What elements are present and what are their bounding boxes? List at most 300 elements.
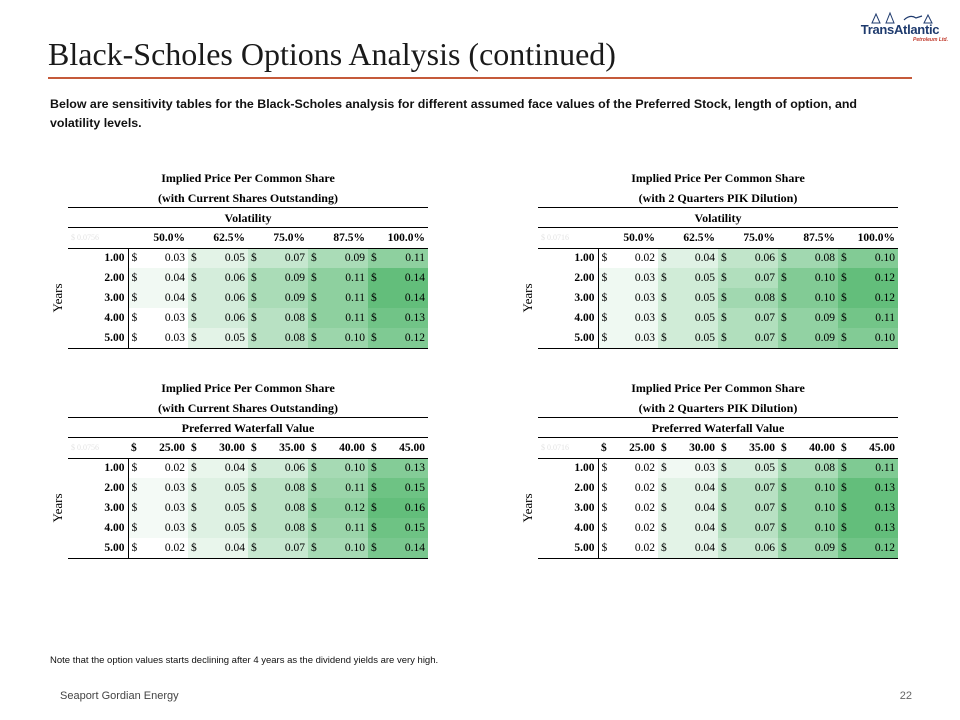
value-cell: 0.03 bbox=[670, 458, 718, 478]
column-header: 40.00 bbox=[790, 438, 838, 458]
value-cell: 0.04 bbox=[200, 538, 248, 558]
value-cell: 0.16 bbox=[380, 498, 428, 518]
value-cell: 0.10 bbox=[790, 518, 838, 538]
year-cell: 5.00 bbox=[68, 328, 128, 348]
value-cell: 0.10 bbox=[320, 328, 368, 348]
years-label-text: Years bbox=[520, 493, 535, 523]
header-currency-symbol: $ bbox=[308, 438, 320, 458]
header-currency-symbol: $ bbox=[128, 438, 140, 458]
table-row bbox=[538, 328, 898, 348]
currency-symbol: $ bbox=[718, 498, 730, 518]
value-cell: 0.11 bbox=[850, 458, 898, 478]
currency-symbol: $ bbox=[128, 458, 140, 478]
corner-cell: $ 0.0716 bbox=[538, 228, 598, 248]
currency-symbol: $ bbox=[128, 268, 140, 288]
currency-symbol: $ bbox=[248, 328, 260, 348]
currency-symbol: $ bbox=[658, 458, 670, 478]
currency-symbol: $ bbox=[598, 478, 610, 498]
value-cell: 0.03 bbox=[140, 308, 188, 328]
currency-symbol: $ bbox=[188, 328, 200, 348]
value-cell: 0.09 bbox=[260, 288, 308, 308]
logo-subtitle: Petroleum Ltd. bbox=[912, 37, 948, 43]
currency-symbol: $ bbox=[248, 248, 260, 268]
table-row bbox=[68, 538, 428, 558]
currency-symbol: $ bbox=[598, 518, 610, 538]
value-cell: 0.10 bbox=[850, 248, 898, 268]
year-cell: 3.00 bbox=[68, 288, 128, 308]
value-cell: 0.02 bbox=[610, 538, 658, 558]
value-cell: 0.02 bbox=[610, 478, 658, 498]
currency-symbol: $ bbox=[658, 498, 670, 518]
currency-symbol: $ bbox=[718, 268, 730, 288]
value-cell: 0.11 bbox=[380, 248, 428, 268]
intro-text: Below are sensitivity tables for the Black-Scholes analysis for different assumed face values of the Preferred Stock, length of option, and volatility levels. bbox=[50, 97, 857, 130]
value-cell: 0.08 bbox=[260, 328, 308, 348]
column-header: 35.00 bbox=[730, 438, 778, 458]
table-row bbox=[538, 288, 898, 308]
currency-symbol: $ bbox=[128, 328, 140, 348]
currency-symbol: $ bbox=[368, 328, 380, 348]
value-cell: 0.10 bbox=[790, 498, 838, 518]
value-cell: 0.12 bbox=[850, 288, 898, 308]
currency-symbol: $ bbox=[308, 248, 320, 268]
corner-cell: $ 0.0716 bbox=[538, 438, 598, 458]
column-header: 45.00 bbox=[380, 438, 428, 458]
table-title: Implied Price Per Common Share bbox=[631, 171, 805, 185]
corner-cell: $ 0.0756 bbox=[68, 438, 128, 458]
currency-symbol: $ bbox=[368, 518, 380, 538]
value-cell: 0.03 bbox=[140, 328, 188, 348]
table-row bbox=[538, 538, 898, 558]
value-cell: 0.06 bbox=[730, 538, 778, 558]
value-cell: 0.10 bbox=[790, 288, 838, 308]
currency-symbol: $ bbox=[308, 498, 320, 518]
currency-symbol: $ bbox=[598, 498, 610, 518]
value-cell: 0.12 bbox=[320, 498, 368, 518]
currency-symbol: $ bbox=[308, 538, 320, 558]
column-header: 62.5% bbox=[188, 228, 248, 248]
sensitivity-grid bbox=[538, 228, 898, 349]
currency-symbol: $ bbox=[248, 288, 260, 308]
value-cell: 0.06 bbox=[730, 248, 778, 268]
value-cell: 0.09 bbox=[320, 248, 368, 268]
currency-symbol: $ bbox=[718, 478, 730, 498]
column-header: 25.00 bbox=[140, 438, 188, 458]
year-cell: 2.00 bbox=[68, 478, 128, 498]
value-cell: 0.07 bbox=[260, 538, 308, 558]
column-header: 30.00 bbox=[670, 438, 718, 458]
currency-symbol: $ bbox=[718, 288, 730, 308]
year-cell: 4.00 bbox=[68, 518, 128, 538]
sensitivity-grid bbox=[538, 438, 898, 559]
value-cell: 0.08 bbox=[260, 498, 308, 518]
value-cell: 0.06 bbox=[200, 308, 248, 328]
value-cell: 0.04 bbox=[140, 268, 188, 288]
value-cell: 0.11 bbox=[320, 308, 368, 328]
table-row bbox=[538, 518, 898, 538]
corner-cell: $ 0.0756 bbox=[68, 228, 128, 248]
currency-symbol: $ bbox=[308, 478, 320, 498]
currency-symbol: $ bbox=[838, 538, 850, 558]
currency-symbol: $ bbox=[128, 248, 140, 268]
value-cell: 0.10 bbox=[790, 478, 838, 498]
currency-symbol: $ bbox=[658, 248, 670, 268]
currency-symbol: $ bbox=[128, 288, 140, 308]
column-header: 62.5% bbox=[658, 228, 718, 248]
year-cell: 5.00 bbox=[68, 538, 128, 558]
column-header: 87.5% bbox=[778, 228, 838, 248]
table-row bbox=[538, 478, 898, 498]
value-cell: 0.06 bbox=[260, 458, 308, 478]
year-cell: 3.00 bbox=[538, 288, 598, 308]
value-cell: 0.15 bbox=[380, 478, 428, 498]
years-label-text: Years bbox=[50, 283, 65, 313]
value-cell: 0.12 bbox=[380, 328, 428, 348]
table-row bbox=[68, 518, 428, 538]
value-cell: 0.15 bbox=[380, 518, 428, 538]
currency-symbol: $ bbox=[368, 538, 380, 558]
currency-symbol: $ bbox=[188, 518, 200, 538]
table-row bbox=[538, 458, 898, 478]
year-cell: 1.00 bbox=[68, 458, 128, 478]
currency-symbol: $ bbox=[778, 308, 790, 328]
value-cell: 0.11 bbox=[320, 288, 368, 308]
currency-symbol: $ bbox=[128, 518, 140, 538]
currency-symbol: $ bbox=[778, 288, 790, 308]
column-header: 100.0% bbox=[838, 228, 898, 248]
value-cell: 0.12 bbox=[850, 268, 898, 288]
currency-symbol: $ bbox=[718, 248, 730, 268]
value-cell: 0.14 bbox=[380, 538, 428, 558]
logo-wordmark: TransAtlantic bbox=[860, 22, 940, 37]
value-cell: 0.07 bbox=[730, 498, 778, 518]
column-header: 35.00 bbox=[260, 438, 308, 458]
title-divider bbox=[48, 77, 912, 79]
year-cell: 3.00 bbox=[538, 498, 598, 518]
table-row bbox=[538, 248, 898, 268]
table-row bbox=[68, 478, 428, 498]
currency-symbol: $ bbox=[248, 538, 260, 558]
value-cell: 0.02 bbox=[610, 498, 658, 518]
currency-symbol: $ bbox=[598, 308, 610, 328]
table-row bbox=[68, 498, 428, 518]
currency-symbol: $ bbox=[308, 288, 320, 308]
currency-symbol: $ bbox=[598, 248, 610, 268]
value-cell: 0.07 bbox=[260, 248, 308, 268]
table-subtitle: (with Current Shares Outstanding) bbox=[68, 398, 428, 418]
table-subtitle: (with Current Shares Outstanding) bbox=[68, 188, 428, 208]
currency-symbol: $ bbox=[598, 458, 610, 478]
value-cell: 0.08 bbox=[260, 518, 308, 538]
table-row bbox=[538, 268, 898, 288]
year-cell: 5.00 bbox=[538, 538, 598, 558]
year-cell: 4.00 bbox=[538, 308, 598, 328]
currency-symbol: $ bbox=[248, 518, 260, 538]
value-cell: 0.10 bbox=[790, 268, 838, 288]
currency-symbol: $ bbox=[188, 288, 200, 308]
value-cell: 0.03 bbox=[610, 328, 658, 348]
header-currency-symbol: $ bbox=[718, 438, 730, 458]
currency-symbol: $ bbox=[128, 498, 140, 518]
table-subtitle: (with 2 Quarters PIK Dilution) bbox=[538, 398, 898, 418]
column-header: 75.0% bbox=[718, 228, 778, 248]
year-cell: 1.00 bbox=[68, 248, 128, 268]
value-cell: 0.06 bbox=[200, 268, 248, 288]
currency-symbol: $ bbox=[718, 328, 730, 348]
table-row bbox=[538, 498, 898, 518]
currency-symbol: $ bbox=[188, 478, 200, 498]
column-header: 100.0% bbox=[368, 228, 428, 248]
value-cell: 0.05 bbox=[200, 518, 248, 538]
value-cell: 0.13 bbox=[380, 458, 428, 478]
value-cell: 0.12 bbox=[850, 538, 898, 558]
years-axis-label bbox=[518, 248, 538, 348]
table-variable-label: Volatility bbox=[538, 208, 898, 228]
currency-symbol: $ bbox=[718, 518, 730, 538]
header-row bbox=[538, 228, 898, 248]
currency-symbol: $ bbox=[128, 478, 140, 498]
table-row bbox=[68, 308, 428, 328]
table-title: Implied Price Per Common Share bbox=[161, 171, 335, 185]
table-title: Implied Price Per Common Share bbox=[161, 381, 335, 395]
value-cell: 0.07 bbox=[730, 478, 778, 498]
years-label-text: Years bbox=[520, 283, 535, 313]
currency-symbol: $ bbox=[838, 478, 850, 498]
value-cell: 0.08 bbox=[730, 288, 778, 308]
value-cell: 0.13 bbox=[850, 518, 898, 538]
currency-symbol: $ bbox=[658, 538, 670, 558]
year-cell: 5.00 bbox=[538, 328, 598, 348]
header-currency-symbol: $ bbox=[598, 438, 610, 458]
value-cell: 0.08 bbox=[260, 308, 308, 328]
value-cell: 0.07 bbox=[730, 308, 778, 328]
footer-company: Seaport Gordian Energy bbox=[60, 690, 179, 702]
table-variable-label: Volatility bbox=[68, 208, 428, 228]
currency-symbol: $ bbox=[838, 328, 850, 348]
value-cell: 0.05 bbox=[670, 288, 718, 308]
currency-symbol: $ bbox=[658, 478, 670, 498]
currency-symbol: $ bbox=[368, 478, 380, 498]
value-cell: 0.02 bbox=[140, 538, 188, 558]
value-cell: 0.04 bbox=[670, 248, 718, 268]
value-cell: 0.07 bbox=[730, 268, 778, 288]
currency-symbol: $ bbox=[718, 308, 730, 328]
currency-symbol: $ bbox=[248, 478, 260, 498]
value-cell: 0.05 bbox=[670, 328, 718, 348]
header-row bbox=[68, 438, 428, 458]
value-cell: 0.14 bbox=[380, 288, 428, 308]
years-label-text: Years bbox=[50, 493, 65, 523]
currency-symbol: $ bbox=[598, 288, 610, 308]
currency-symbol: $ bbox=[368, 288, 380, 308]
currency-symbol: $ bbox=[778, 248, 790, 268]
value-cell: 0.07 bbox=[730, 328, 778, 348]
currency-symbol: $ bbox=[368, 498, 380, 518]
table-variable-label: Preferred Waterfall Value bbox=[68, 418, 428, 438]
value-cell: 0.05 bbox=[200, 498, 248, 518]
year-cell: 4.00 bbox=[68, 308, 128, 328]
value-cell: 0.05 bbox=[670, 268, 718, 288]
value-cell: 0.14 bbox=[380, 268, 428, 288]
value-cell: 0.09 bbox=[790, 308, 838, 328]
table-row bbox=[538, 308, 898, 328]
value-cell: 0.13 bbox=[380, 308, 428, 328]
value-cell: 0.11 bbox=[850, 308, 898, 328]
currency-symbol: $ bbox=[598, 538, 610, 558]
value-cell: 0.04 bbox=[670, 518, 718, 538]
table-row bbox=[68, 458, 428, 478]
currency-symbol: $ bbox=[308, 268, 320, 288]
header-currency-symbol: $ bbox=[188, 438, 200, 458]
table-row bbox=[68, 248, 428, 268]
value-cell: 0.10 bbox=[320, 458, 368, 478]
currency-symbol: $ bbox=[838, 458, 850, 478]
currency-symbol: $ bbox=[308, 328, 320, 348]
value-cell: 0.04 bbox=[670, 478, 718, 498]
value-cell: 0.03 bbox=[610, 308, 658, 328]
currency-symbol: $ bbox=[308, 518, 320, 538]
currency-symbol: $ bbox=[658, 518, 670, 538]
currency-symbol: $ bbox=[368, 248, 380, 268]
currency-symbol: $ bbox=[658, 328, 670, 348]
currency-symbol: $ bbox=[188, 268, 200, 288]
company-logo bbox=[852, 10, 948, 44]
value-cell: 0.04 bbox=[140, 288, 188, 308]
value-cell: 0.11 bbox=[320, 478, 368, 498]
currency-symbol: $ bbox=[778, 498, 790, 518]
currency-symbol: $ bbox=[368, 268, 380, 288]
currency-symbol: $ bbox=[658, 288, 670, 308]
currency-symbol: $ bbox=[598, 268, 610, 288]
currency-symbol: $ bbox=[368, 458, 380, 478]
year-cell: 4.00 bbox=[538, 518, 598, 538]
header-currency-symbol: $ bbox=[838, 438, 850, 458]
currency-symbol: $ bbox=[838, 248, 850, 268]
currency-symbol: $ bbox=[838, 518, 850, 538]
value-cell: 0.05 bbox=[200, 248, 248, 268]
currency-symbol: $ bbox=[838, 498, 850, 518]
value-cell: 0.08 bbox=[790, 248, 838, 268]
currency-symbol: $ bbox=[778, 518, 790, 538]
value-cell: 0.11 bbox=[320, 268, 368, 288]
year-cell: 1.00 bbox=[538, 458, 598, 478]
currency-symbol: $ bbox=[128, 538, 140, 558]
year-cell: 1.00 bbox=[538, 248, 598, 268]
value-cell: 0.02 bbox=[140, 458, 188, 478]
value-cell: 0.03 bbox=[610, 268, 658, 288]
value-cell: 0.03 bbox=[140, 498, 188, 518]
value-cell: 0.04 bbox=[670, 538, 718, 558]
header-currency-symbol: $ bbox=[658, 438, 670, 458]
value-cell: 0.03 bbox=[610, 288, 658, 308]
years-axis-label bbox=[48, 248, 68, 348]
header-currency-symbol: $ bbox=[248, 438, 260, 458]
currency-symbol: $ bbox=[778, 478, 790, 498]
currency-symbol: $ bbox=[838, 268, 850, 288]
currency-symbol: $ bbox=[128, 308, 140, 328]
value-cell: 0.02 bbox=[610, 458, 658, 478]
currency-symbol: $ bbox=[188, 458, 200, 478]
header-currency-symbol: $ bbox=[368, 438, 380, 458]
currency-symbol: $ bbox=[778, 538, 790, 558]
currency-symbol: $ bbox=[188, 248, 200, 268]
year-cell: 2.00 bbox=[538, 268, 598, 288]
currency-symbol: $ bbox=[248, 308, 260, 328]
sensitivity-grid bbox=[68, 228, 428, 349]
value-cell: 0.13 bbox=[850, 478, 898, 498]
value-cell: 0.09 bbox=[260, 268, 308, 288]
page-number: 22 bbox=[899, 690, 912, 702]
currency-symbol: $ bbox=[778, 268, 790, 288]
header-currency-symbol: $ bbox=[778, 438, 790, 458]
currency-symbol: $ bbox=[718, 458, 730, 478]
value-cell: 0.10 bbox=[850, 328, 898, 348]
header-row bbox=[68, 228, 428, 248]
table-row bbox=[68, 288, 428, 308]
value-cell: 0.06 bbox=[200, 288, 248, 308]
currency-symbol: $ bbox=[248, 498, 260, 518]
column-header: 30.00 bbox=[200, 438, 248, 458]
column-header: 87.5% bbox=[308, 228, 368, 248]
value-cell: 0.05 bbox=[730, 458, 778, 478]
header-row bbox=[538, 438, 898, 458]
value-cell: 0.02 bbox=[610, 518, 658, 538]
currency-symbol: $ bbox=[658, 268, 670, 288]
currency-symbol: $ bbox=[838, 308, 850, 328]
page-title: Black-Scholes Options Analysis (continued) bbox=[48, 36, 616, 72]
value-cell: 0.08 bbox=[790, 458, 838, 478]
column-header: 25.00 bbox=[610, 438, 658, 458]
table-subtitle: (with 2 Quarters PIK Dilution) bbox=[538, 188, 898, 208]
value-cell: 0.13 bbox=[850, 498, 898, 518]
currency-symbol: $ bbox=[308, 308, 320, 328]
currency-symbol: $ bbox=[368, 308, 380, 328]
currency-symbol: $ bbox=[778, 458, 790, 478]
column-header: 50.0% bbox=[128, 228, 188, 248]
footnote: Note that the option values starts declining after 4 years as the dividend yields are very high. bbox=[50, 655, 439, 666]
table-row bbox=[68, 268, 428, 288]
currency-symbol: $ bbox=[188, 308, 200, 328]
years-axis-label bbox=[48, 458, 68, 558]
value-cell: 0.09 bbox=[790, 538, 838, 558]
currency-symbol: $ bbox=[658, 308, 670, 328]
currency-symbol: $ bbox=[188, 498, 200, 518]
value-cell: 0.11 bbox=[320, 518, 368, 538]
value-cell: 0.02 bbox=[610, 248, 658, 268]
currency-symbol: $ bbox=[718, 538, 730, 558]
value-cell: 0.05 bbox=[200, 478, 248, 498]
value-cell: 0.03 bbox=[140, 518, 188, 538]
year-cell: 2.00 bbox=[538, 478, 598, 498]
years-axis-label bbox=[518, 458, 538, 558]
value-cell: 0.03 bbox=[140, 478, 188, 498]
value-cell: 0.05 bbox=[670, 308, 718, 328]
column-header: 40.00 bbox=[320, 438, 368, 458]
currency-symbol: $ bbox=[838, 288, 850, 308]
column-header: 75.0% bbox=[248, 228, 308, 248]
value-cell: 0.04 bbox=[200, 458, 248, 478]
currency-symbol: $ bbox=[598, 328, 610, 348]
value-cell: 0.09 bbox=[790, 328, 838, 348]
sensitivity-grid bbox=[68, 438, 428, 559]
table-variable-label: Preferred Waterfall Value bbox=[538, 418, 898, 438]
currency-symbol: $ bbox=[778, 328, 790, 348]
value-cell: 0.04 bbox=[670, 498, 718, 518]
currency-symbol: $ bbox=[248, 458, 260, 478]
table-title: Implied Price Per Common Share bbox=[631, 381, 805, 395]
value-cell: 0.03 bbox=[140, 248, 188, 268]
value-cell: 0.05 bbox=[200, 328, 248, 348]
